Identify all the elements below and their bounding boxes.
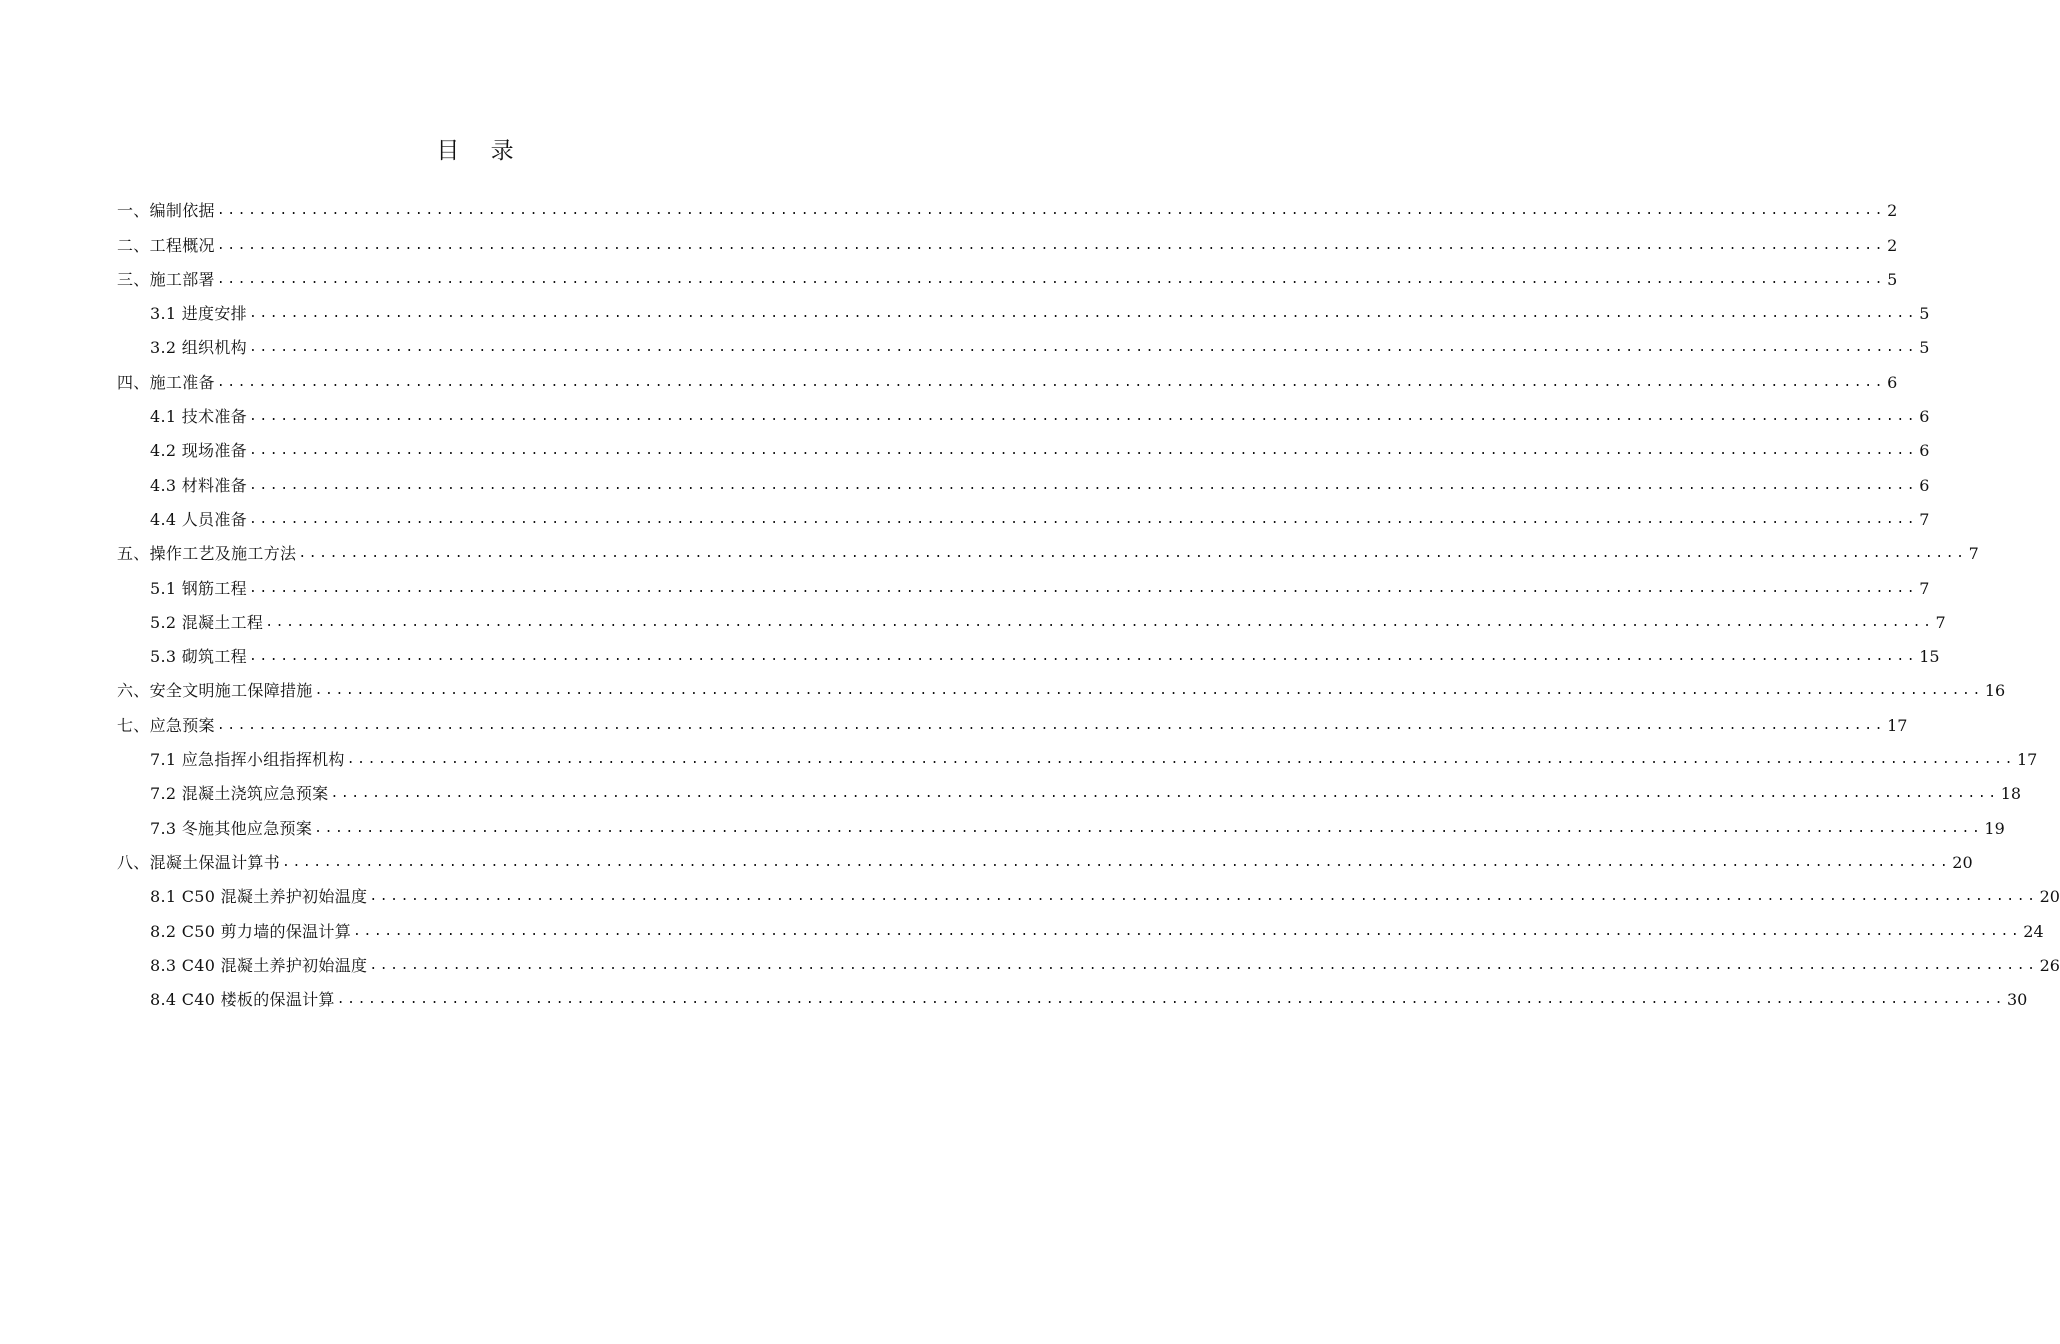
toc-entry-label: 五、操作工艺及施工方法 xyxy=(117,544,297,564)
toc-dot-leader: ................................................................................................................................................................ xyxy=(216,237,1886,253)
toc-entry[interactable] xyxy=(117,227,1898,261)
toc-dot-leader: ................................................................................................................................................................ xyxy=(336,992,2005,1008)
toc-dot-leader: ................................................................................................................................................................ xyxy=(248,340,1918,356)
toc-entry-label: 7.2 混凝土浇筑应急预案 xyxy=(150,784,329,804)
toc-entry-label: 4.3 材料准备 xyxy=(150,475,247,495)
toc-entry-page-number: 7 xyxy=(1919,578,1930,598)
toc-entry-label: 5.2 混凝土工程 xyxy=(150,612,264,632)
toc-entry-label: 7.3 冬施其他应急预案 xyxy=(150,818,313,838)
toc-entry[interactable] xyxy=(117,742,2038,776)
toc-entry[interactable] xyxy=(117,605,1946,639)
toc-entry[interactable] xyxy=(117,330,1930,364)
toc-dot-leader: ................................................................................................................................................................ xyxy=(248,649,1918,665)
toc-dot-leader: ................................................................................................................................................................ xyxy=(314,683,1983,699)
toc-entry-label: 三、施工部署 xyxy=(117,269,215,289)
toc-entry[interactable] xyxy=(117,707,1908,741)
toc-entry-page-number: 16 xyxy=(1984,681,2006,701)
toc-entry[interactable] xyxy=(117,982,2028,1016)
toc-dot-leader: ................................................................................................................................................................ xyxy=(265,614,1934,630)
toc-entry[interactable] xyxy=(117,467,1930,501)
toc-entry-label: 七、应急预案 xyxy=(117,715,215,735)
toc-entry-page-number: 30 xyxy=(2007,990,2028,1010)
toc-entry[interactable] xyxy=(117,433,1930,467)
toc-dot-leader: ................................................................................................................................................................ xyxy=(216,717,1886,733)
toc-entry-label: 一、编制依据 xyxy=(117,201,215,221)
toc-entry-label: 5.1 钢筋工程 xyxy=(150,578,247,598)
toc-entry-page-number: 26 xyxy=(2039,955,2060,975)
toc-entry-page-number: 5 xyxy=(1887,269,1898,289)
toc-dot-leader: ................................................................................................................................................................ xyxy=(369,889,2038,905)
toc-entry-page-number: 7 xyxy=(1919,509,1930,529)
toc-entry-label: 八、混凝土保温计算书 xyxy=(117,852,281,872)
toc-entry-label: 二、工程概况 xyxy=(117,235,215,255)
toc-dot-leader: ................................................................................................................................................................ xyxy=(248,409,1918,425)
toc-entry-label: 3.2 组织机构 xyxy=(150,338,247,358)
toc-entry-page-number: 19 xyxy=(1984,818,2005,838)
toc-dot-leader: ................................................................................................................................................................ xyxy=(248,511,1918,527)
toc-entry[interactable] xyxy=(117,776,2022,810)
toc-entry-page-number: 5 xyxy=(1919,304,1930,324)
toc-entry[interactable] xyxy=(117,296,1930,330)
toc-entry-page-number: 6 xyxy=(1887,372,1898,392)
toc-entry[interactable] xyxy=(117,570,1930,604)
toc-entry[interactable] xyxy=(117,364,1898,398)
toc-dot-leader: ................................................................................................................................................................ xyxy=(216,203,1886,219)
toc-entry-label: 4.2 现场准备 xyxy=(150,441,247,461)
toc-entry[interactable] xyxy=(117,845,1973,879)
toc-entry[interactable] xyxy=(117,536,1979,570)
toc-entry-label: 4.4 人员准备 xyxy=(150,509,247,529)
toc-entry-label: 5.3 砌筑工程 xyxy=(150,647,247,667)
toc-title: 目 录 xyxy=(436,138,526,164)
toc-dot-leader: ................................................................................................................................................................ xyxy=(353,923,2022,939)
toc-entry[interactable] xyxy=(117,673,2006,707)
toc-dot-leader: ................................................................................................................................................................ xyxy=(369,957,2038,973)
toc-dot-leader: ................................................................................................................................................................ xyxy=(282,854,1951,870)
toc-entry-page-number: 17 xyxy=(1887,715,1908,735)
toc-entry[interactable] xyxy=(117,193,1898,227)
toc-entry-page-number: 20 xyxy=(1952,852,1973,872)
toc-entry-page-number: 6 xyxy=(1919,441,1930,461)
toc-entry[interactable] xyxy=(117,879,2060,913)
toc-entry[interactable] xyxy=(117,502,1930,536)
toc-entry-page-number: 17 xyxy=(2017,750,2038,770)
toc-entry[interactable] xyxy=(117,639,1940,673)
toc-dot-leader: ................................................................................................................................................................ xyxy=(216,271,1886,287)
toc-entry[interactable] xyxy=(117,262,1898,296)
toc-entry-label: 7.1 应急指挥小组指挥机构 xyxy=(150,750,345,770)
toc-entry-page-number: 6 xyxy=(1919,407,1930,427)
toc-entry-page-number: 2 xyxy=(1887,201,1898,221)
toc-entry[interactable] xyxy=(117,948,2060,982)
toc-entry-page-number: 20 xyxy=(2039,887,2060,907)
toc-entry-page-number: 5 xyxy=(1919,338,1930,358)
toc-dot-leader: ................................................................................................................................................................ xyxy=(248,306,1918,322)
toc-entry-label: 8.4 C40 楼板的保温计算 xyxy=(150,990,335,1010)
toc-entry[interactable] xyxy=(117,810,2005,844)
toc-entry-page-number: 24 xyxy=(2023,921,2044,941)
toc-entry-label: 四、施工准备 xyxy=(117,372,215,392)
toc-dot-leader: ................................................................................................................................................................ xyxy=(248,443,1918,459)
toc-dot-leader: ................................................................................................................................................................ xyxy=(298,546,1967,562)
toc-entry-page-number: 15 xyxy=(1919,647,1940,667)
toc-dot-leader: ................................................................................................................................................................ xyxy=(314,820,1983,836)
toc-dot-leader: ................................................................................................................................................................ xyxy=(248,477,1918,493)
toc-list xyxy=(117,193,2060,1016)
toc-dot-leader: ................................................................................................................................................................ xyxy=(248,580,1918,596)
toc-entry[interactable] xyxy=(117,399,1930,433)
toc-entry-label: 3.1 进度安排 xyxy=(150,304,247,324)
toc-entry-page-number: 7 xyxy=(1935,612,1946,632)
toc-entry[interactable] xyxy=(117,913,2044,947)
toc-dot-leader: ................................................................................................................................................................ xyxy=(346,752,2015,768)
toc-entry-page-number: 18 xyxy=(2000,784,2022,804)
toc-entry-page-number: 7 xyxy=(1968,544,1979,564)
toc-entry-page-number: 6 xyxy=(1919,475,1930,495)
toc-entry-page-number: 2 xyxy=(1887,235,1898,255)
toc-entry-label: 六、安全文明施工保障措施 xyxy=(117,681,313,701)
toc-entry-label: 8.2 C50 剪力墙的保温计算 xyxy=(150,921,352,941)
toc-entry-label: 4.1 技术准备 xyxy=(150,407,247,427)
toc-entry-label: 8.1 C50 混凝土养护初始温度 xyxy=(150,887,368,907)
toc-entry-label: 8.3 C40 混凝土养护初始温度 xyxy=(150,955,368,975)
toc-dot-leader: ................................................................................................................................................................ xyxy=(330,786,1999,802)
toc-dot-leader: ................................................................................................................................................................ xyxy=(216,374,1886,390)
